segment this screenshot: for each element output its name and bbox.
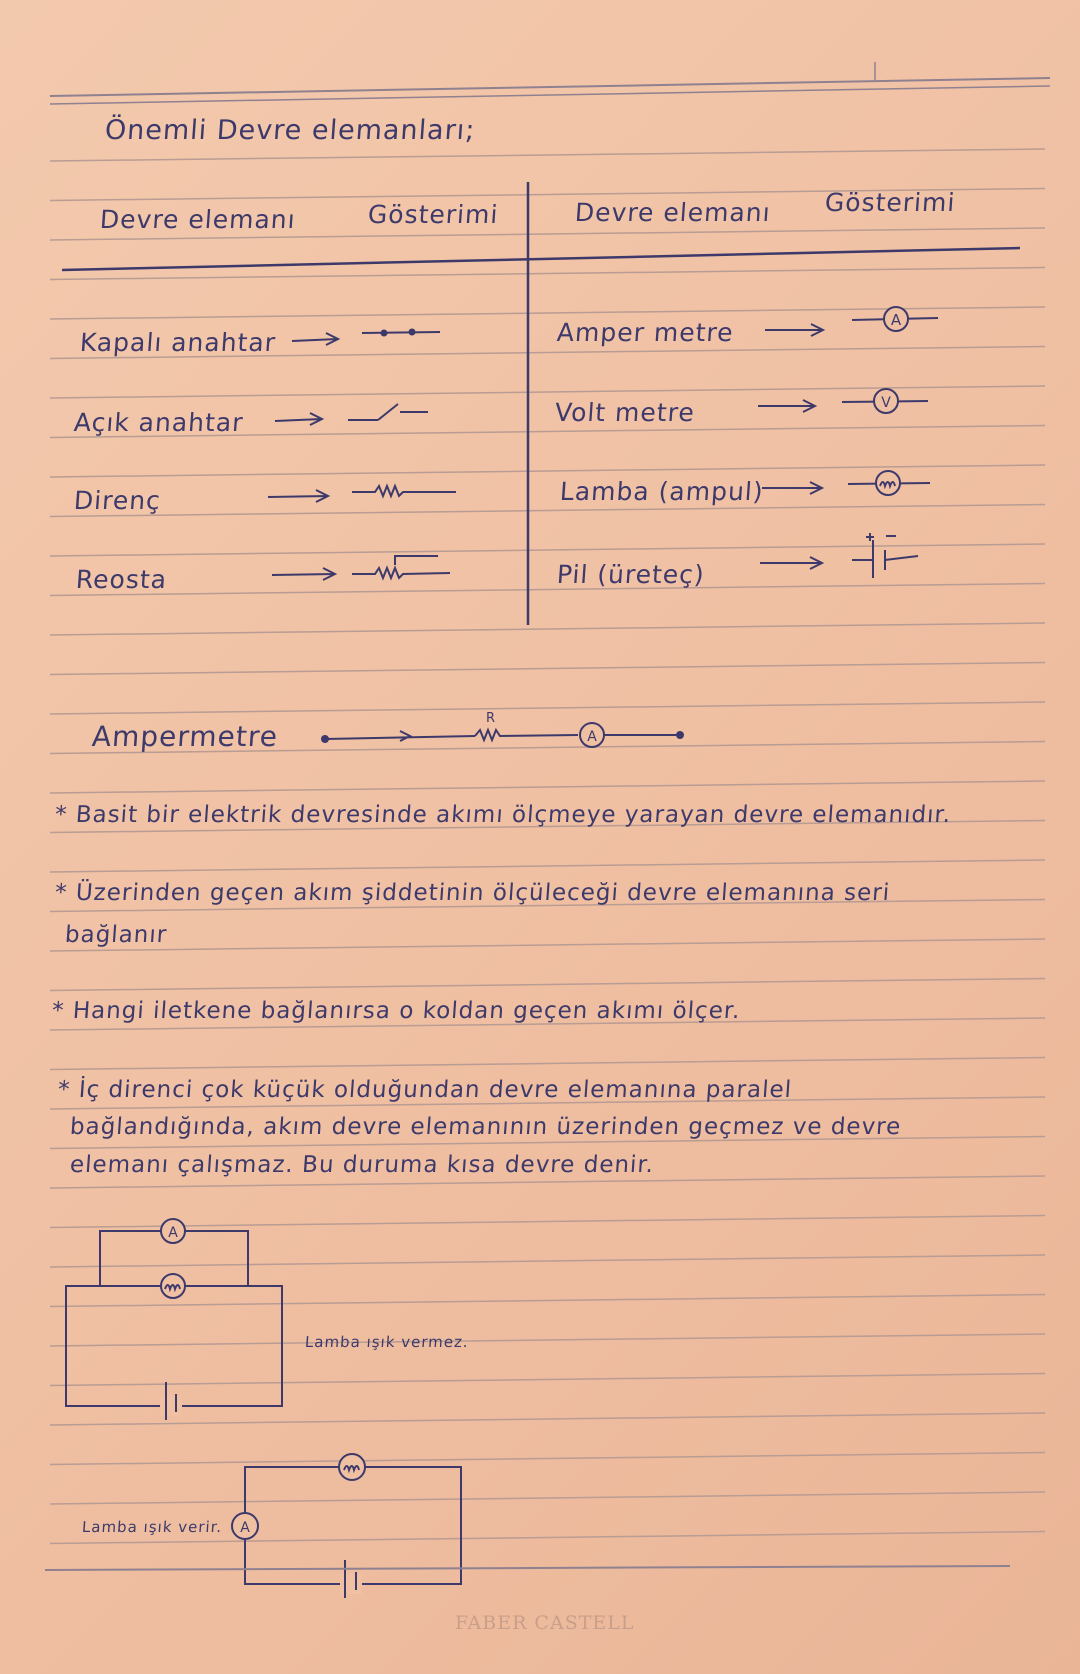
ruled-line [50,702,1045,714]
resistor-label: R [486,711,496,726]
circuit-short-circuit [66,1219,282,1420]
ampermetre-heading: Ampermetre [90,720,280,753]
ruled-line [50,1453,1045,1465]
ruled-line [50,1413,1045,1425]
circuit2-caption: Lamba ışık verir. [81,1518,223,1536]
ruled-line [50,1374,1045,1386]
row-label: Açık anahtar [72,408,245,437]
ruled-line [50,663,1045,675]
ruled-line [50,623,1045,635]
row-label: Lamba (ampul) [558,477,765,506]
note-line: * Basit bir elektrik devresinde akımı ölçmeye yarayan devre elemanıdır. [54,802,953,828]
ruled-line [50,1058,1045,1070]
ruled-line [50,149,1045,161]
header-symbol-left: Gösterimi [366,200,500,229]
svg-text:A: A [890,311,902,329]
row-label: Reosta [74,565,169,594]
lamp-symbol [848,471,930,495]
note-line: bağlanır [64,922,169,948]
arrows [268,324,823,580]
ammeter-symbol [852,307,938,331]
table-header-divider [62,248,1020,270]
ruled-line [50,939,1045,951]
svg-text:A: A [168,1225,178,1241]
circuit-normal [232,1454,461,1598]
ruled-lines [50,149,1045,1544]
ruled-line [50,584,1045,596]
circuit1-caption: Lamba ışık vermez. [304,1333,470,1351]
resistor-symbol [352,486,456,496]
closed-switch-symbol [362,330,440,336]
ruled-line [50,1255,1045,1267]
ruled-line [50,1334,1045,1346]
note-line: * Hangi iletkene bağlanırsa o koldan geçen akımı ölçer. [51,998,742,1024]
svg-text:A: A [587,729,597,745]
header-element-right: Devre elemanı [573,198,772,227]
top-border-line [50,78,1050,96]
ruled-line [50,781,1045,793]
row-label: Amper metre [555,318,735,347]
row-label: Volt metre [553,398,696,427]
ruled-line [50,544,1045,556]
voltmeter-symbol [842,389,928,413]
header-element-left: Devre elemanı [98,205,297,234]
note-line: * İç direnci çok küçük olduğundan devre elemanına paralel [57,1077,793,1103]
ruled-line [50,860,1045,872]
row-label: Kapalı anahtar [78,328,278,357]
note-line: * Üzerinden geçen akım şiddetinin ölçüleceği devre elemanına seri [54,880,892,906]
row-label: Pil (üreteç) [555,560,706,589]
header-symbol-right: Gösterimi [823,188,957,217]
rheostat-symbol [352,556,450,578]
ruled-line [50,505,1045,517]
row-label: Direnç [72,486,162,515]
page-title: Önemli Devre elemanları; [103,115,477,146]
battery-symbol [852,533,918,578]
note-line: bağlandığında, akım devre elemanının üzerinden geçmez ve devre [69,1114,903,1140]
ruled-line [50,1216,1045,1228]
note-line: elemanı çalışmaz. Bu duruma kısa devre denir. [69,1152,656,1178]
bottom-border-line [45,1566,1010,1570]
svg-text:V: V [881,395,891,411]
ruled-line [50,268,1045,280]
ruled-line [50,1492,1045,1504]
open-switch-symbol [348,404,428,420]
faber-castell-logo: FABER CASTELL [455,1612,635,1634]
svg-text:A: A [240,1520,250,1536]
ruled-line [50,979,1045,991]
ruled-line [50,1295,1045,1307]
ammeter-series-diagram [322,711,683,747]
